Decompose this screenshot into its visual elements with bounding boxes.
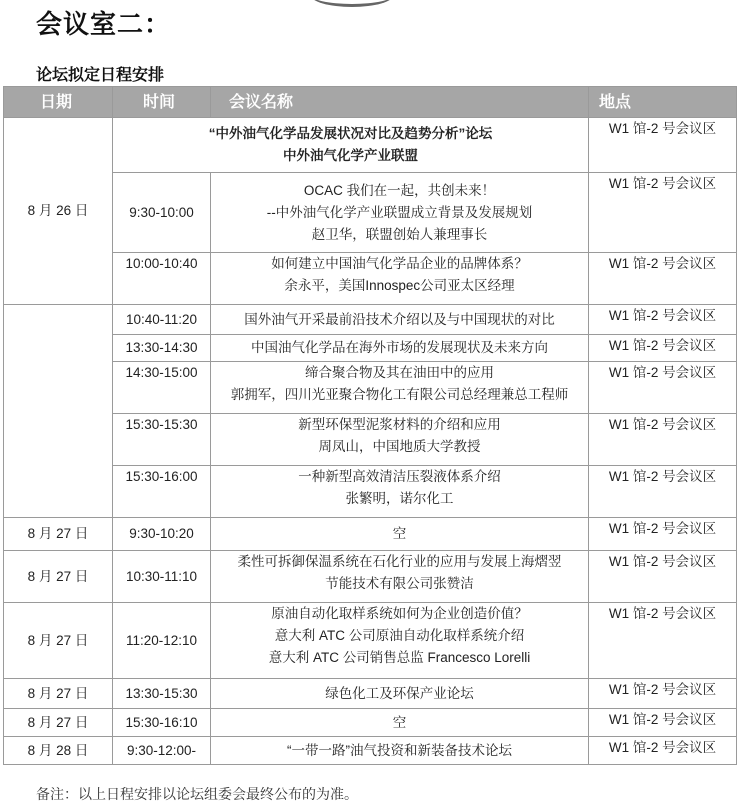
forum-title-line: “中外油气化学品发展状况对比及趋势分析”论坛 bbox=[208, 126, 493, 141]
date-cell: 8 月 28 日 bbox=[4, 737, 113, 765]
topic-cell bbox=[211, 362, 589, 414]
time-cell: 10:40-11:20 bbox=[113, 305, 211, 335]
topic-cell: 中国油气化学品在海外市场的发展现状及未来方向 bbox=[211, 335, 589, 362]
topic-line: 周凤山，中国地质大学教授 bbox=[318, 439, 481, 454]
date-cell: 8 月 26 日 bbox=[4, 118, 113, 305]
table-row bbox=[4, 603, 737, 679]
time-cell: 10:00-10:40 bbox=[113, 253, 211, 305]
topic-cell: 空 bbox=[211, 709, 589, 737]
forum-title-line: 中外油气化学产业联盟 bbox=[283, 148, 418, 163]
table-row bbox=[4, 709, 737, 737]
header-date: 日期 bbox=[4, 87, 113, 118]
topic-cell: 空 bbox=[211, 518, 589, 551]
venue-cell: W1 馆-2 号会议区 bbox=[589, 253, 737, 305]
header-name: 会议名称 bbox=[211, 87, 589, 118]
time-cell: 15:30-16:10 bbox=[113, 709, 211, 737]
footnote: 备注：以上日程安排以论坛组委会最终公布的为准。 bbox=[36, 787, 358, 803]
time-cell: 15:30-15:30 bbox=[113, 414, 211, 466]
table-row bbox=[4, 466, 737, 518]
venue-cell: W1 馆-2 号会议区 bbox=[589, 414, 737, 466]
time-cell: 15:30-16:00 bbox=[113, 466, 211, 518]
topic-cell bbox=[211, 173, 589, 253]
time-cell: 13:30-15:30 bbox=[113, 679, 211, 709]
date-cell-empty bbox=[4, 305, 113, 518]
header-venue: 地点 bbox=[589, 87, 737, 118]
table-row bbox=[4, 414, 737, 466]
topic-line: 一种新型高效清洁压裂液体系介绍 bbox=[298, 469, 501, 484]
table-header-row bbox=[4, 87, 737, 118]
venue-cell: W1 馆-2 号会议区 bbox=[589, 679, 737, 709]
room-title: 会议室二： bbox=[36, 10, 172, 40]
venue-cell: W1 馆-2 号会议区 bbox=[589, 737, 737, 765]
topic-line: 赵卫华，联盟创始人兼理事长 bbox=[311, 226, 488, 242]
topic-line: 缔合聚合物及其在油田中的应用 bbox=[305, 365, 494, 380]
topic-cell: 国外油气开采最前沿技术介绍以及与中国现状的对比 bbox=[211, 305, 589, 335]
venue-cell: W1 馆-2 号会议区 bbox=[589, 518, 737, 551]
venue-cell: W1 馆-2 号会议区 bbox=[589, 603, 737, 679]
topic-line: 如何建立中国油气化学品企业的品牌体系？ bbox=[271, 256, 528, 271]
table-row bbox=[4, 335, 737, 362]
time-cell: 11:20-12:10 bbox=[113, 603, 211, 679]
topic-line: 新型环保型泥浆材料的介绍和应用 bbox=[298, 417, 501, 432]
date-cell: 8 月 27 日 bbox=[4, 518, 113, 551]
date-cell: 8 月 27 日 bbox=[4, 679, 113, 709]
date-cell: 8 月 27 日 bbox=[4, 551, 113, 603]
time-cell: 9:30-10:00 bbox=[113, 173, 211, 253]
schedule-table bbox=[3, 86, 737, 765]
table-row bbox=[4, 305, 737, 335]
schedule-title: 论坛拟定日程安排 bbox=[36, 65, 165, 84]
topic-cell bbox=[211, 603, 589, 679]
topic-line: 张繁明，诺尔化工 bbox=[345, 491, 454, 506]
time-cell: 13:30-14:30 bbox=[113, 335, 211, 362]
topic-line: --中外油气化学产业联盟成立背景及发展规划 bbox=[266, 204, 533, 220]
topic-line: 余永平，美国Innospec公司亚太区经理 bbox=[284, 278, 515, 293]
time-cell: 9:30-10:20 bbox=[113, 518, 211, 551]
topic-line: 意大利 ATC 公司原油自动化取样系统介绍 bbox=[274, 628, 525, 643]
forum-title-cell bbox=[113, 118, 589, 173]
top-decoration bbox=[310, 0, 394, 7]
venue-cell: W1 馆-2 号会议区 bbox=[589, 551, 737, 603]
table-row bbox=[4, 362, 737, 414]
topic-line: OCAC 我们在一起，共创未来！ bbox=[303, 182, 496, 198]
table-row bbox=[4, 518, 737, 551]
topic-line: 柔性可拆御保温系统在石化行业的应用与发展上海熠翌 bbox=[237, 554, 562, 569]
topic-cell bbox=[211, 253, 589, 305]
topic-line: 意大利 ATC 公司销售总监 Francesco Lorelli bbox=[268, 650, 531, 665]
venue-cell: W1 馆-2 号会议区 bbox=[589, 466, 737, 518]
venue-cell: W1 馆-2 号会议区 bbox=[589, 305, 737, 335]
time-cell: 9:30-12:00- bbox=[113, 737, 211, 765]
date-cell: 8 月 27 日 bbox=[4, 709, 113, 737]
table-row bbox=[4, 253, 737, 305]
topic-cell: 绿色化工及环保产业论坛 bbox=[211, 679, 589, 709]
time-cell: 14:30-15:00 bbox=[113, 362, 211, 414]
topic-line: 郭拥军，四川光亚聚合物化工有限公司总经理兼总工程师 bbox=[230, 387, 569, 402]
venue-cell: W1 馆-2 号会议区 bbox=[589, 118, 737, 173]
table-row bbox=[4, 118, 737, 173]
venue-cell: W1 馆-2 号会议区 bbox=[589, 335, 737, 362]
venue-cell: W1 馆-2 号会议区 bbox=[589, 362, 737, 414]
table-row bbox=[4, 679, 737, 709]
table-row bbox=[4, 551, 737, 603]
topic-cell: “一带一路”油气投资和新装备技术论坛 bbox=[211, 737, 589, 765]
topic-cell bbox=[211, 551, 589, 603]
topic-line: 原油自动化取样系统如何为企业创造价值？ bbox=[271, 606, 528, 621]
time-cell: 10:30-11:10 bbox=[113, 551, 211, 603]
topic-cell bbox=[211, 466, 589, 518]
topic-cell bbox=[211, 414, 589, 466]
venue-cell: W1 馆-2 号会议区 bbox=[589, 173, 737, 253]
table-row bbox=[4, 737, 737, 765]
topic-line: 节能技术有限公司张赞洁 bbox=[325, 576, 474, 591]
venue-cell: W1 馆-2 号会议区 bbox=[589, 709, 737, 737]
table-row bbox=[4, 173, 737, 253]
header-time: 时间 bbox=[113, 87, 211, 118]
date-cell: 8 月 27 日 bbox=[4, 603, 113, 679]
